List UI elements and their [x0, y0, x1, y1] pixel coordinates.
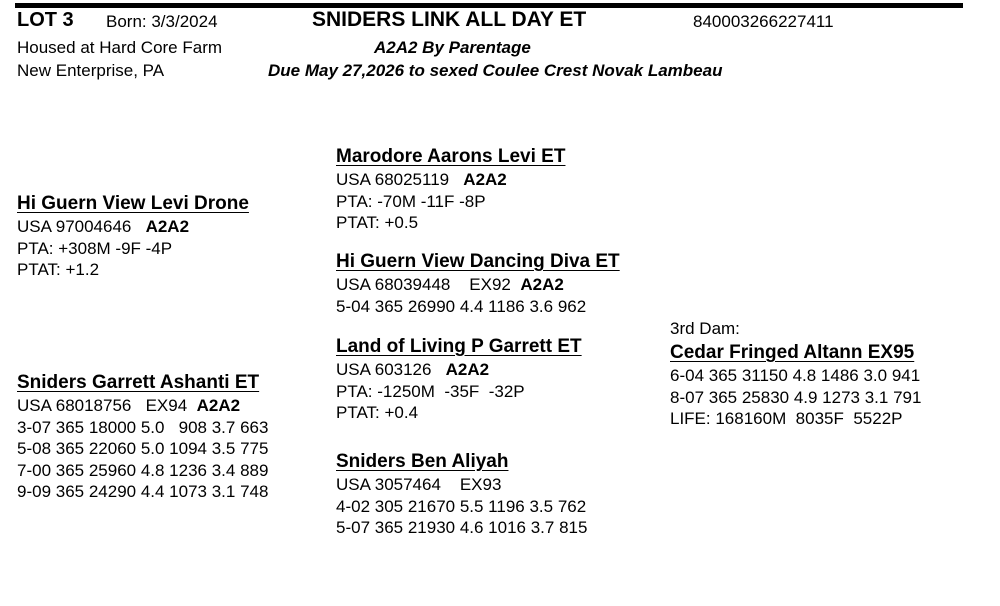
dam-sire-ptat: PTAT: +0.4 — [336, 403, 419, 422]
dam-reg: USA 68018756 — [17, 396, 132, 415]
dam-dam-reg-line — [336, 474, 587, 496]
sire-dam-reg: USA 68039448 — [336, 275, 451, 294]
sire-reg-line — [17, 216, 249, 238]
sire-dam-reg-line — [336, 274, 620, 296]
dam-dam-name: Sniders Ben Aliyah — [336, 451, 509, 472]
a2-status: A2A2 By Parentage — [374, 38, 531, 57]
dam-reg-line — [17, 395, 268, 417]
sire-sire-reg: USA 68025119 — [336, 170, 450, 189]
sire-dam-name: Hi Guern View Dancing Diva ET — [336, 251, 620, 272]
dam-dam-block — [336, 450, 587, 539]
sire-block — [17, 192, 249, 281]
dam-dam-record: 4-02 305 21670 5.5 1196 3.5 762 — [336, 496, 587, 516]
third-dam-label: 3rd Dam: — [670, 319, 740, 338]
dam-dam-reg: USA 3057464 — [336, 475, 441, 494]
sire-reg: USA 97004646 — [17, 217, 132, 236]
dam-sire-reg-line — [336, 359, 582, 381]
dam-block — [17, 371, 268, 503]
dam-score: EX94 — [145, 396, 188, 415]
dam-record: 5-08 365 22060 5.0 1094 3.5 775 — [17, 439, 269, 458]
sire-sire-block — [336, 145, 565, 234]
sire-sire-reg-line — [336, 169, 565, 191]
dam-record: 7-00 365 25960 4.8 1236 3.4 889 — [17, 460, 269, 480]
sire-dam-a2: A2A2 — [520, 275, 564, 294]
animal-title: SNIDERS LINK ALL DAY ET — [312, 8, 587, 31]
sire-sire-pta: PTA: -70M -11F -8P — [336, 191, 486, 211]
third-dam-lifetime: LIFE: 168160M 8035F 5522P — [670, 409, 903, 428]
third-dam-record: 8-07 365 25830 4.9 1273 3.1 791 — [670, 387, 922, 407]
due-date: Due May 27,2026 to sexed Coulee Crest Novak Lambeau — [268, 61, 723, 80]
third-dam-block — [670, 341, 921, 430]
dam-dam-score: EX93 — [459, 475, 502, 494]
dam-a2: A2A2 — [196, 396, 241, 415]
registration-number: 840003266227411 — [693, 12, 834, 31]
dam-sire-a2: A2A2 — [445, 360, 490, 379]
dam-dam-record: 5-07 365 21930 4.6 1016 3.7 815 — [336, 518, 588, 537]
dam-record: 3-07 365 18000 5.0 908 3.7 663 — [17, 417, 269, 437]
birth-date: Born: 3/3/2024 — [106, 12, 218, 31]
sire-ptat: PTAT: +1.2 — [17, 260, 100, 279]
farm-location: New Enterprise, PA — [17, 61, 165, 80]
housed-at: Housed at Hard Core Farm — [17, 38, 223, 57]
lot-number: LOT 3 — [17, 9, 74, 31]
third-dam-name: Cedar Fringed Altann EX95 — [670, 342, 915, 363]
dam-sire-block — [336, 335, 582, 424]
dam-record: 9-09 365 24290 4.4 1073 3.1 748 — [17, 482, 269, 501]
dam-name: Sniders Garrett Ashanti ET — [17, 372, 260, 393]
dam-sire-pta: PTA: -1250M -35F -32P — [336, 381, 525, 401]
third-dam-record: 6-04 365 31150 4.8 1486 3.0 941 — [670, 366, 921, 385]
dam-sire-reg: USA 603126 — [336, 360, 432, 379]
sire-sire-ptat: PTAT: +0.5 — [336, 213, 419, 232]
sire-sire-name: Marodore Aarons Levi ET — [336, 146, 566, 167]
sire-a2: A2A2 — [145, 217, 190, 236]
sire-dam-score: EX92 — [469, 275, 511, 294]
sire-dam-block — [336, 250, 620, 317]
sire-sire-a2: A2A2 — [463, 170, 507, 189]
sire-pta: PTA: +308M -9F -4P — [17, 238, 173, 258]
dam-sire-name: Land of Living P Garrett ET — [336, 336, 582, 357]
sire-name: Hi Guern View Levi Drone — [17, 193, 249, 214]
sire-dam-record: 5-04 365 26990 4.4 1186 3.6 962 — [336, 296, 587, 316]
